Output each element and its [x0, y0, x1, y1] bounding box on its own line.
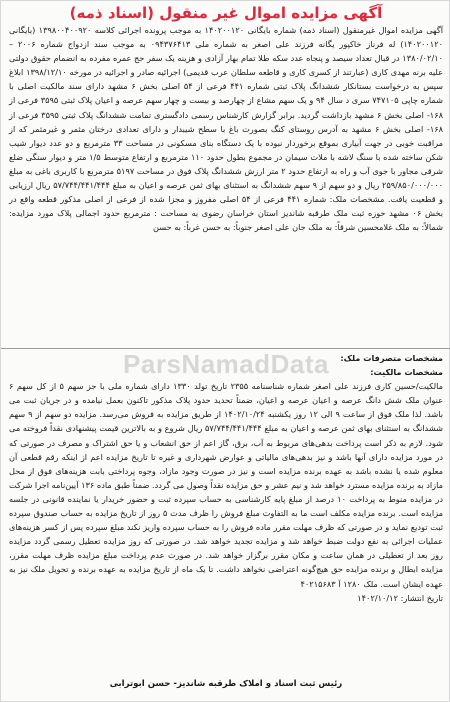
notice-section-1-text: آگهی مزایده اموال غیرمنقول (اسناد ذمه) شماره بایگانی ۱۴۰۲۰۰۱۲۰ به موجب پرونده اجرائی کلاسه ۱۳۹۸۰۰۴۰۰۹۲۰ (بایگانی ۱۴۰۲۰۰۱۲۰) له فرناز خاکپور یگانه فرزند علی اصغر به شماره ملی ۰۹۴۳۷۶۴۱۳ به موجب سند ازدواج شماره ۲۰۰۶ – ۱۳۸۰/۰۲/۱۰ در قبال تعداد سیصد و پنجاه عدد سکه طلا تمام بهار آزادی و هزینه یک سفر حج عمره مفرده به انضمام حقوق دولتی علیه برنه مهدی کاری (عبارتند از کسری کاری و قاطعه سلطان عرب قدیمی) اجرائیه صادر و اجرائیه در مورخه ۱۳۹۸/۱۲/۱۰ ابلاغ سپس به درخواست بستانکار ششدانگ پلاک ثبتی شماره ۴۴۱ فرعی از ۵۴ اصلی بخش ۶ مشهد دارای سند مالکیت اصلی با شماره چاپی ۷۴۷۱۰۵ سری د سال ۹۴ و یک سهم مشاع از چهارصد و بیست و چهار سهم عرصه و اعیان پلاک ثبتی ۳۵۹۵ فرعی از ۱۶۸- اصلی بخش ۶ مشهد بازداشت گردید. برابر گزارش کارشناس رسمی دادگستری تمامت ششدانگ پلاک ثبتی ۳۵۹۵ فرعی از ۱۶۸- اصلی بخش ۶ مشهد به آدرس روستای کنگ بصورت باغ با سطح شیبدار و دارای تعدادی درختان مثمر و غیرمثمر که از مراقبت خوبی در جهت آبیاری بموقع برخوردار نبوده با یک دستگاه بنای مسکونی در مساحت ۳۳ مترمربع و دو عدد دیوار شیب شکن ساخته شده با سنگ لاشه با ملات سیمان در مجموع بطول حدود ۱۱۰ مترمربع و ارتفاع متوسط ۱/۵ متر و دیوار سنگی ضلع شرقی مجاور با جوی آب و راه به ارتفاع حدود ۲ متر ارزش ششدانگ پلاک فوق در مساحت ۵۱۹۷ مترمربع با کاربری باغی به مبلغ ۲۵۹/۸۵۰/۰۰۰/۰۰۰ ریال و دو سهم از ۹ سهم ششدانگ به استثنای بهای ثمن عرصه و اعیان به مبلغ ۵۷/۷۴۴/۴۴۱/۴۴۴ ریال ارزیابی و قطعیت یافت. مشخصات ملک: شماره ۴۴۱ فرعی از ۵۴ اصلی مفروز و مجزا شده از فرعی از اصلی مذکور قطعه واقع در بخش ۰۶ مشهد حوزه ثبت ملک طرقبه شاندیز استان خراسان رضوی به مساحت : مترمربع حدود اجمالی پلاک مورد مزایده: شمالاً: به ملک غلامحسین شرقاً: به ملک جان علی اصغر جنوباً: به حسن غرباً: به حسن: [9, 25, 444, 233]
section-divider: [1, 348, 450, 349]
watermark-text: ParsNamadData: [123, 349, 329, 379]
notice-section-2-text: مالکیت/حسین کاری فرزند علی اصغر شماره شناسنامه ۲۳۵۵ تاریخ تولد ۱۳۳۰ دارای شماره ملی با جز سهم ۵ از کل سهم ۶ عنوان ملک شش دانگ عرصه و اعیان عرصه و اعیان، ضمناً تحدید حدود پلاک مذکور تاکنون بعمل نیامده و در جریان ثبت می باشد. لذا ملک فوق از ساعت ۹ الی ۱۲ روز یکشنبه ۱۴۰۲/۱۰/۲۴ از طریق مزایده به فروش می‌رسد. مزایده دو سهم از ۹ سهم ششدانگ به استثنای بهای ثمن عرصه و اعیان به مبلغ ۵۷/۷۴۴/۴۴۱/۴۴۴ ریال شروع و به بالاترین قیمت پیشنهادی نقداً فروخته می شود. لازم به ذکر است پرداخت بدهی‌های مربوط به آب، برق، گاز اعم از حق انشعاب و یا حق اشتراک و مصرف در صورتی که در مورد مزایده دارای آنها باشد و نیز بدهی‌های مالیاتی و عوارض شهرداری و غیره تا تاریخ مزایده اعم از اینکه رقم قطعی آن معلوم شده یا نشده باشد به عهده برنده مزایده است و نیز در صورت وجود مازاد، وجوه پرداختی بابت هزینه‌های فوق از محل مازاد به برنده مزایده مسترد خواهد شد و نیم عشر و حق مزایده نقداً وصول می گردد. ضمناً طبق ماده ۱۳۶ آیین‌نامه اجرا شرکت در مزایده منوط به پرداخت ۱۰ درصد از مبلغ پایه کارشناسی به حساب سپرده ثبت و حضور خریدار یا نماینده قانونی در جلسه مزایده است. برنده مزایده مکلف است ما به التفاوت مبلغ فروش را ظرف مدت ۵ روز از تاریخ مزایده به حساب صندوق سپرده ثبت تودیع نماید و در صورتی که ظرف مهلت مقرر ماده فروش را به حساب سپرده واریز نکند مبلغ سپرده پس از کسر هزینه‌های عملیات اجرائی به نفع دولت ضبط خواهد شد و مزایده تجدید خواهد شد. در صورتی که روز مزایده تعطیل رسمی گردد مزایده روز بعد از تعطیلی در همان ساعت و مکان مقرر برگزار خواهد شد. در صورت عدم پرداخت مبلغ مزایده ظرف مهلت مقرر، مزایده ابطال و برنده مزایده حق هیچ‌گونه اعتراضی نخواهد داشت. تا یک ماه از تاریخ مزایده به عهده برنده و تحویل ملک نیز به عهده ایشان است. ملک ۱۲۸۰ آ ۴۰۲۱۵۶۸۳: [9, 381, 444, 589]
occupancy-heading: مشخصات متصرفات ملک:: [340, 353, 443, 363]
publication-date: تاریخ انتشار: ۱۴۰۲/۱۰/۱۲: [357, 592, 443, 603]
notice-section-1: [9, 23, 443, 234]
signature-line: رئیس ثبت اسناد و املاک طرقبه شاندیز- حسن ابوترابی: [109, 679, 343, 689]
notice-title: آگهی مزایده اموال غیر منقول (اسناد ذمه): [69, 4, 383, 22]
notice-section-2: [9, 351, 443, 605]
ownership-heading: مشخصات مالکیت:: [370, 367, 443, 378]
